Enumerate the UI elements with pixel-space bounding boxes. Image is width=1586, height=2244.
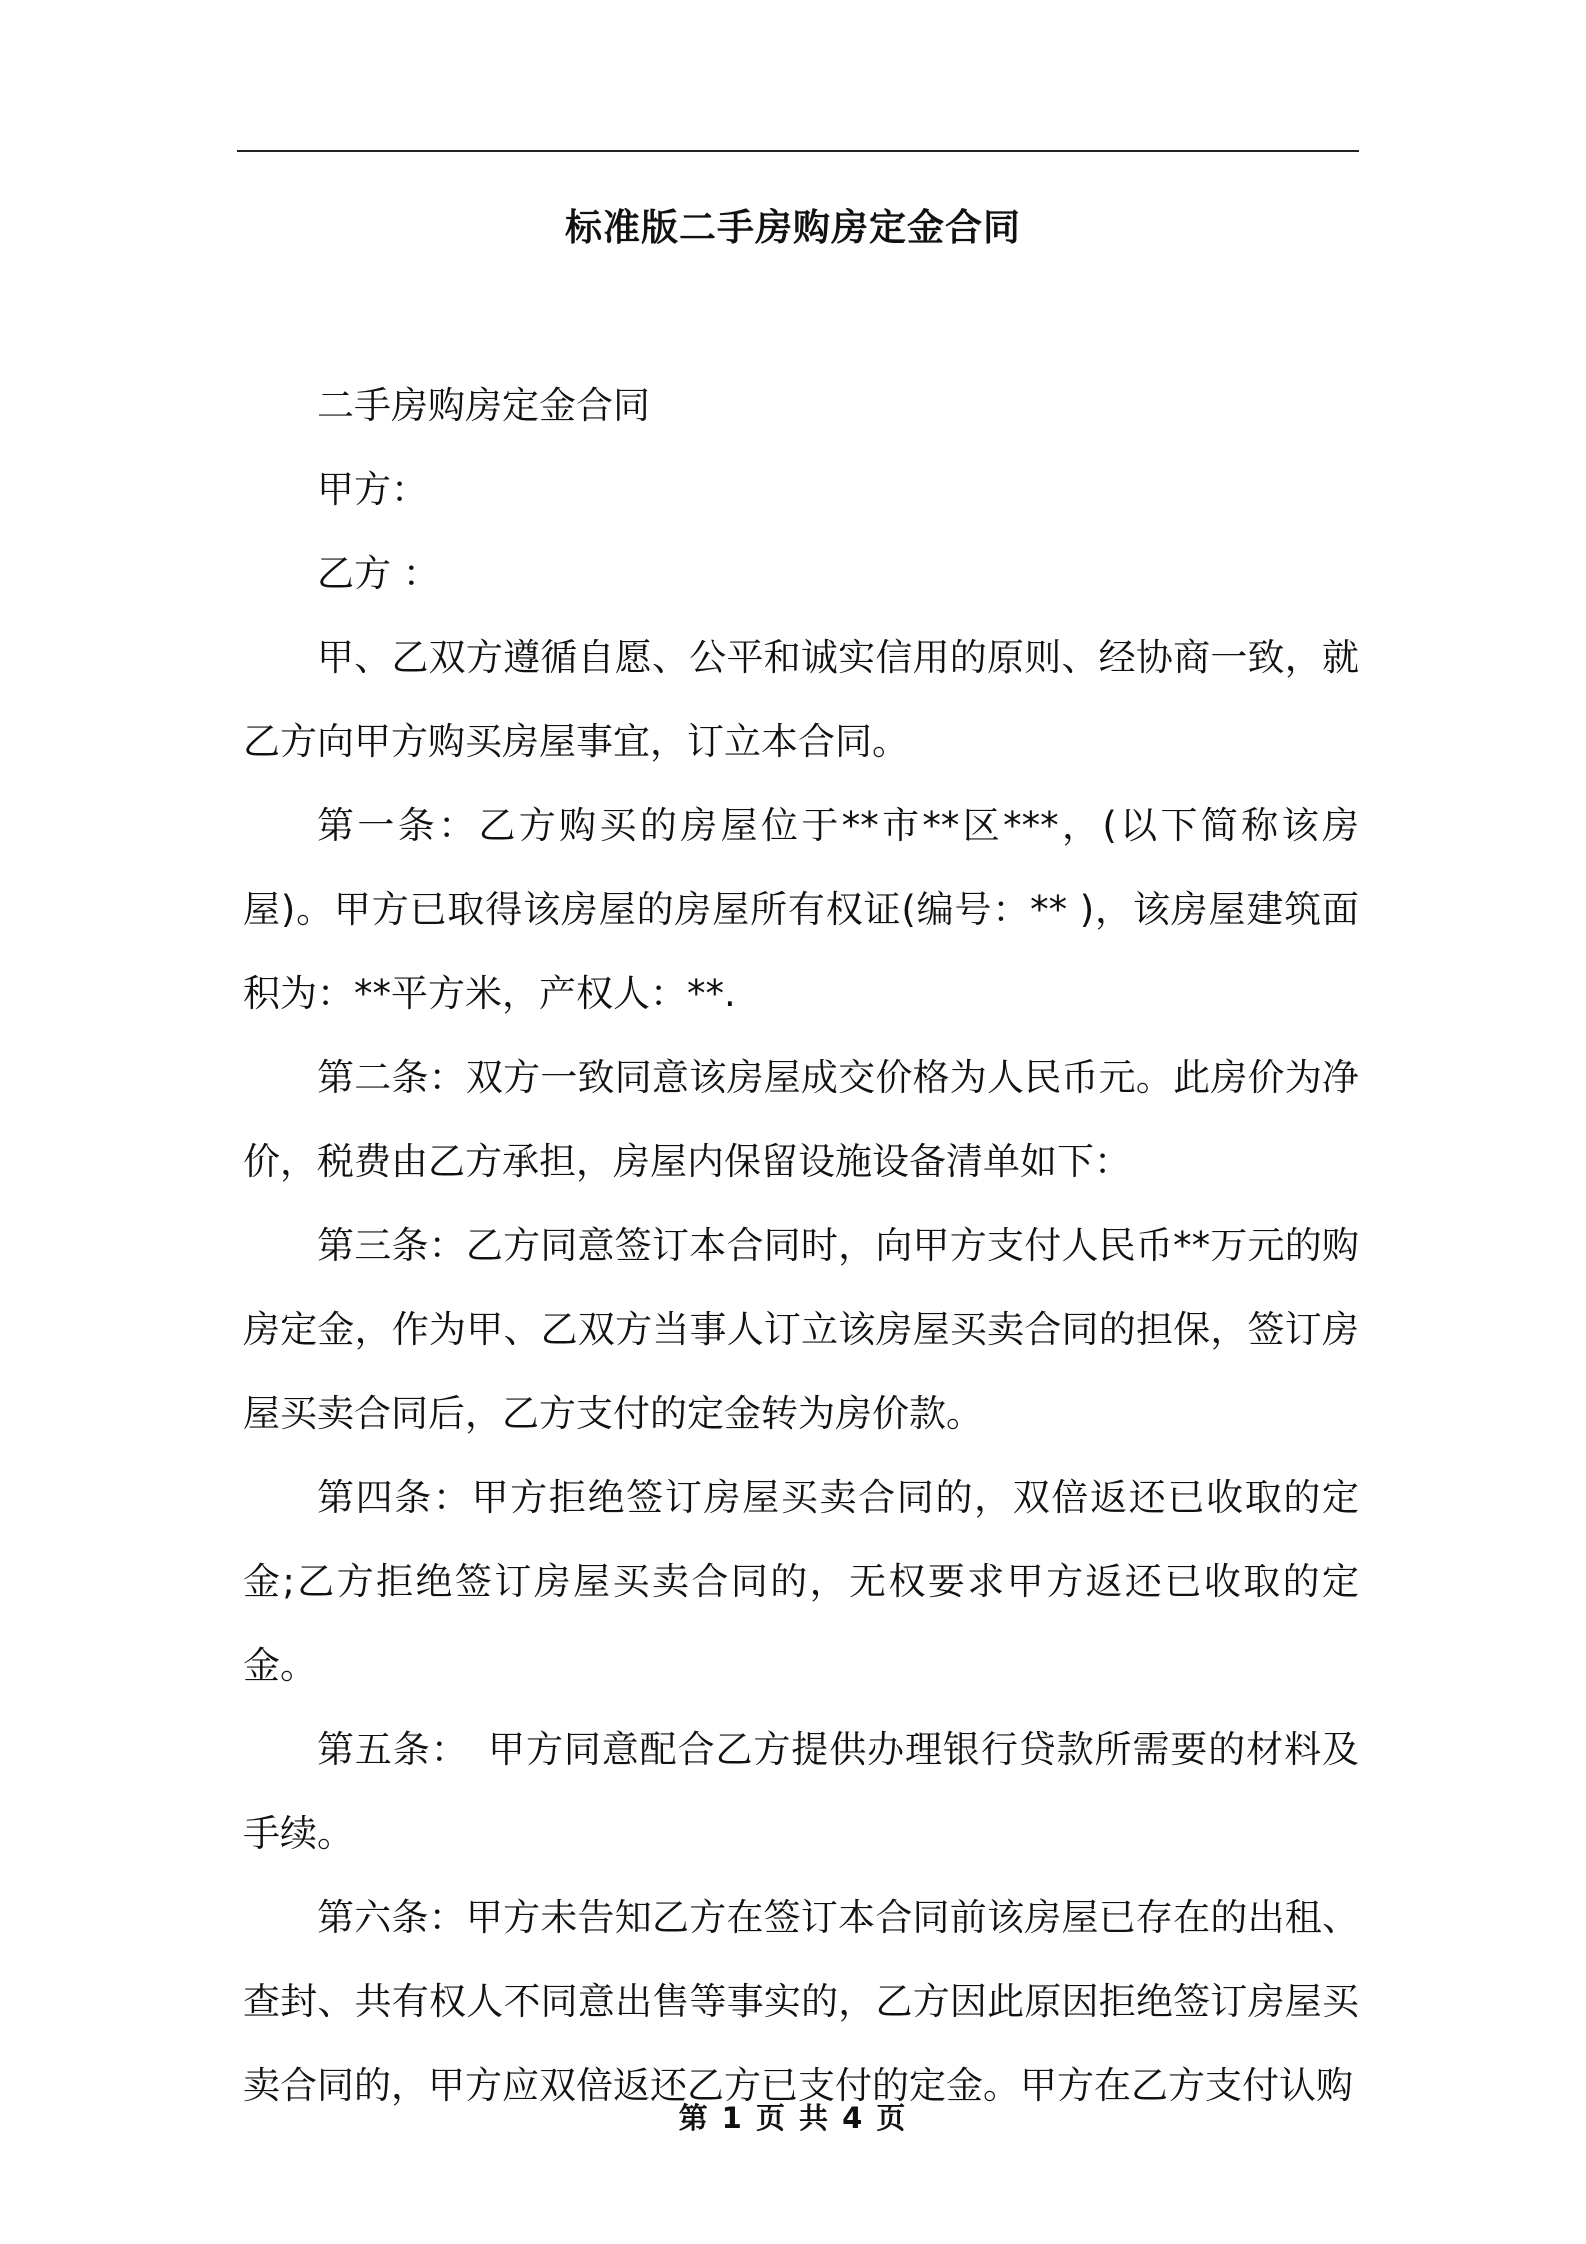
paragraph-article-6: 第六条：甲方未告知乙方在签订本合同前该房屋已存在的出租、查封、共有权人不同意出售等事实的，乙方因此原因拒绝签订房屋买卖合同的，甲方应双倍返还乙方已支付的定金。甲方在乙方支付认购 [243,1896,1359,2107]
paragraph-preamble: 甲、乙双方遵循自愿、公平和诚实信用的原则、经协商一致，就乙方向甲方购买房屋事宜，订立本合同。 [243,636,1359,763]
header-rule [237,150,1359,152]
paragraph-article-2: 第二条：双方一致同意该房屋成交价格为人民币元。此房价为净价，税费由乙方承担，房屋内保留设施设备清单如下： [243,1056,1359,1183]
document-body [243,364,1359,2128]
paragraph-article-5: 第五条： 甲方同意配合乙方提供办理银行贷款所需要的材料及手续。 [243,1728,1359,1855]
paragraph-subtitle: 二手房购房定金合同 [317,384,650,427]
paragraph-party-a: 甲方： [317,468,428,511]
paragraph-article-3: 第三条：乙方同意签订本合同时，向甲方支付人民币**万元的购房定金，作为甲、乙双方当事人订立该房屋买卖合同的担保，签订房屋买卖合同后，乙方支付的定金转为房价款。 [243,1224,1359,1435]
paragraph-article-1: 第一条：乙方购买的房屋位于**市**区***，(以下简称该房屋)。甲方已取得该房屋的房屋所有权证(编号：** )，该房屋建筑面积为：**平方米，产权人：**. [243,804,1359,1015]
paragraph-article-4: 第四条：甲方拒绝签订房屋买卖合同的，双倍返还已收取的定金;乙方拒绝签订房屋买卖合同的，无权要求甲方返还已收取的定金。 [243,1476,1359,1687]
document-title: 标准版二手房购房定金合同 [565,206,1021,249]
page-number: 第 1 页 共 4 页 [678,2101,908,2135]
paragraph-party-b: 乙方 ： [317,552,440,595]
